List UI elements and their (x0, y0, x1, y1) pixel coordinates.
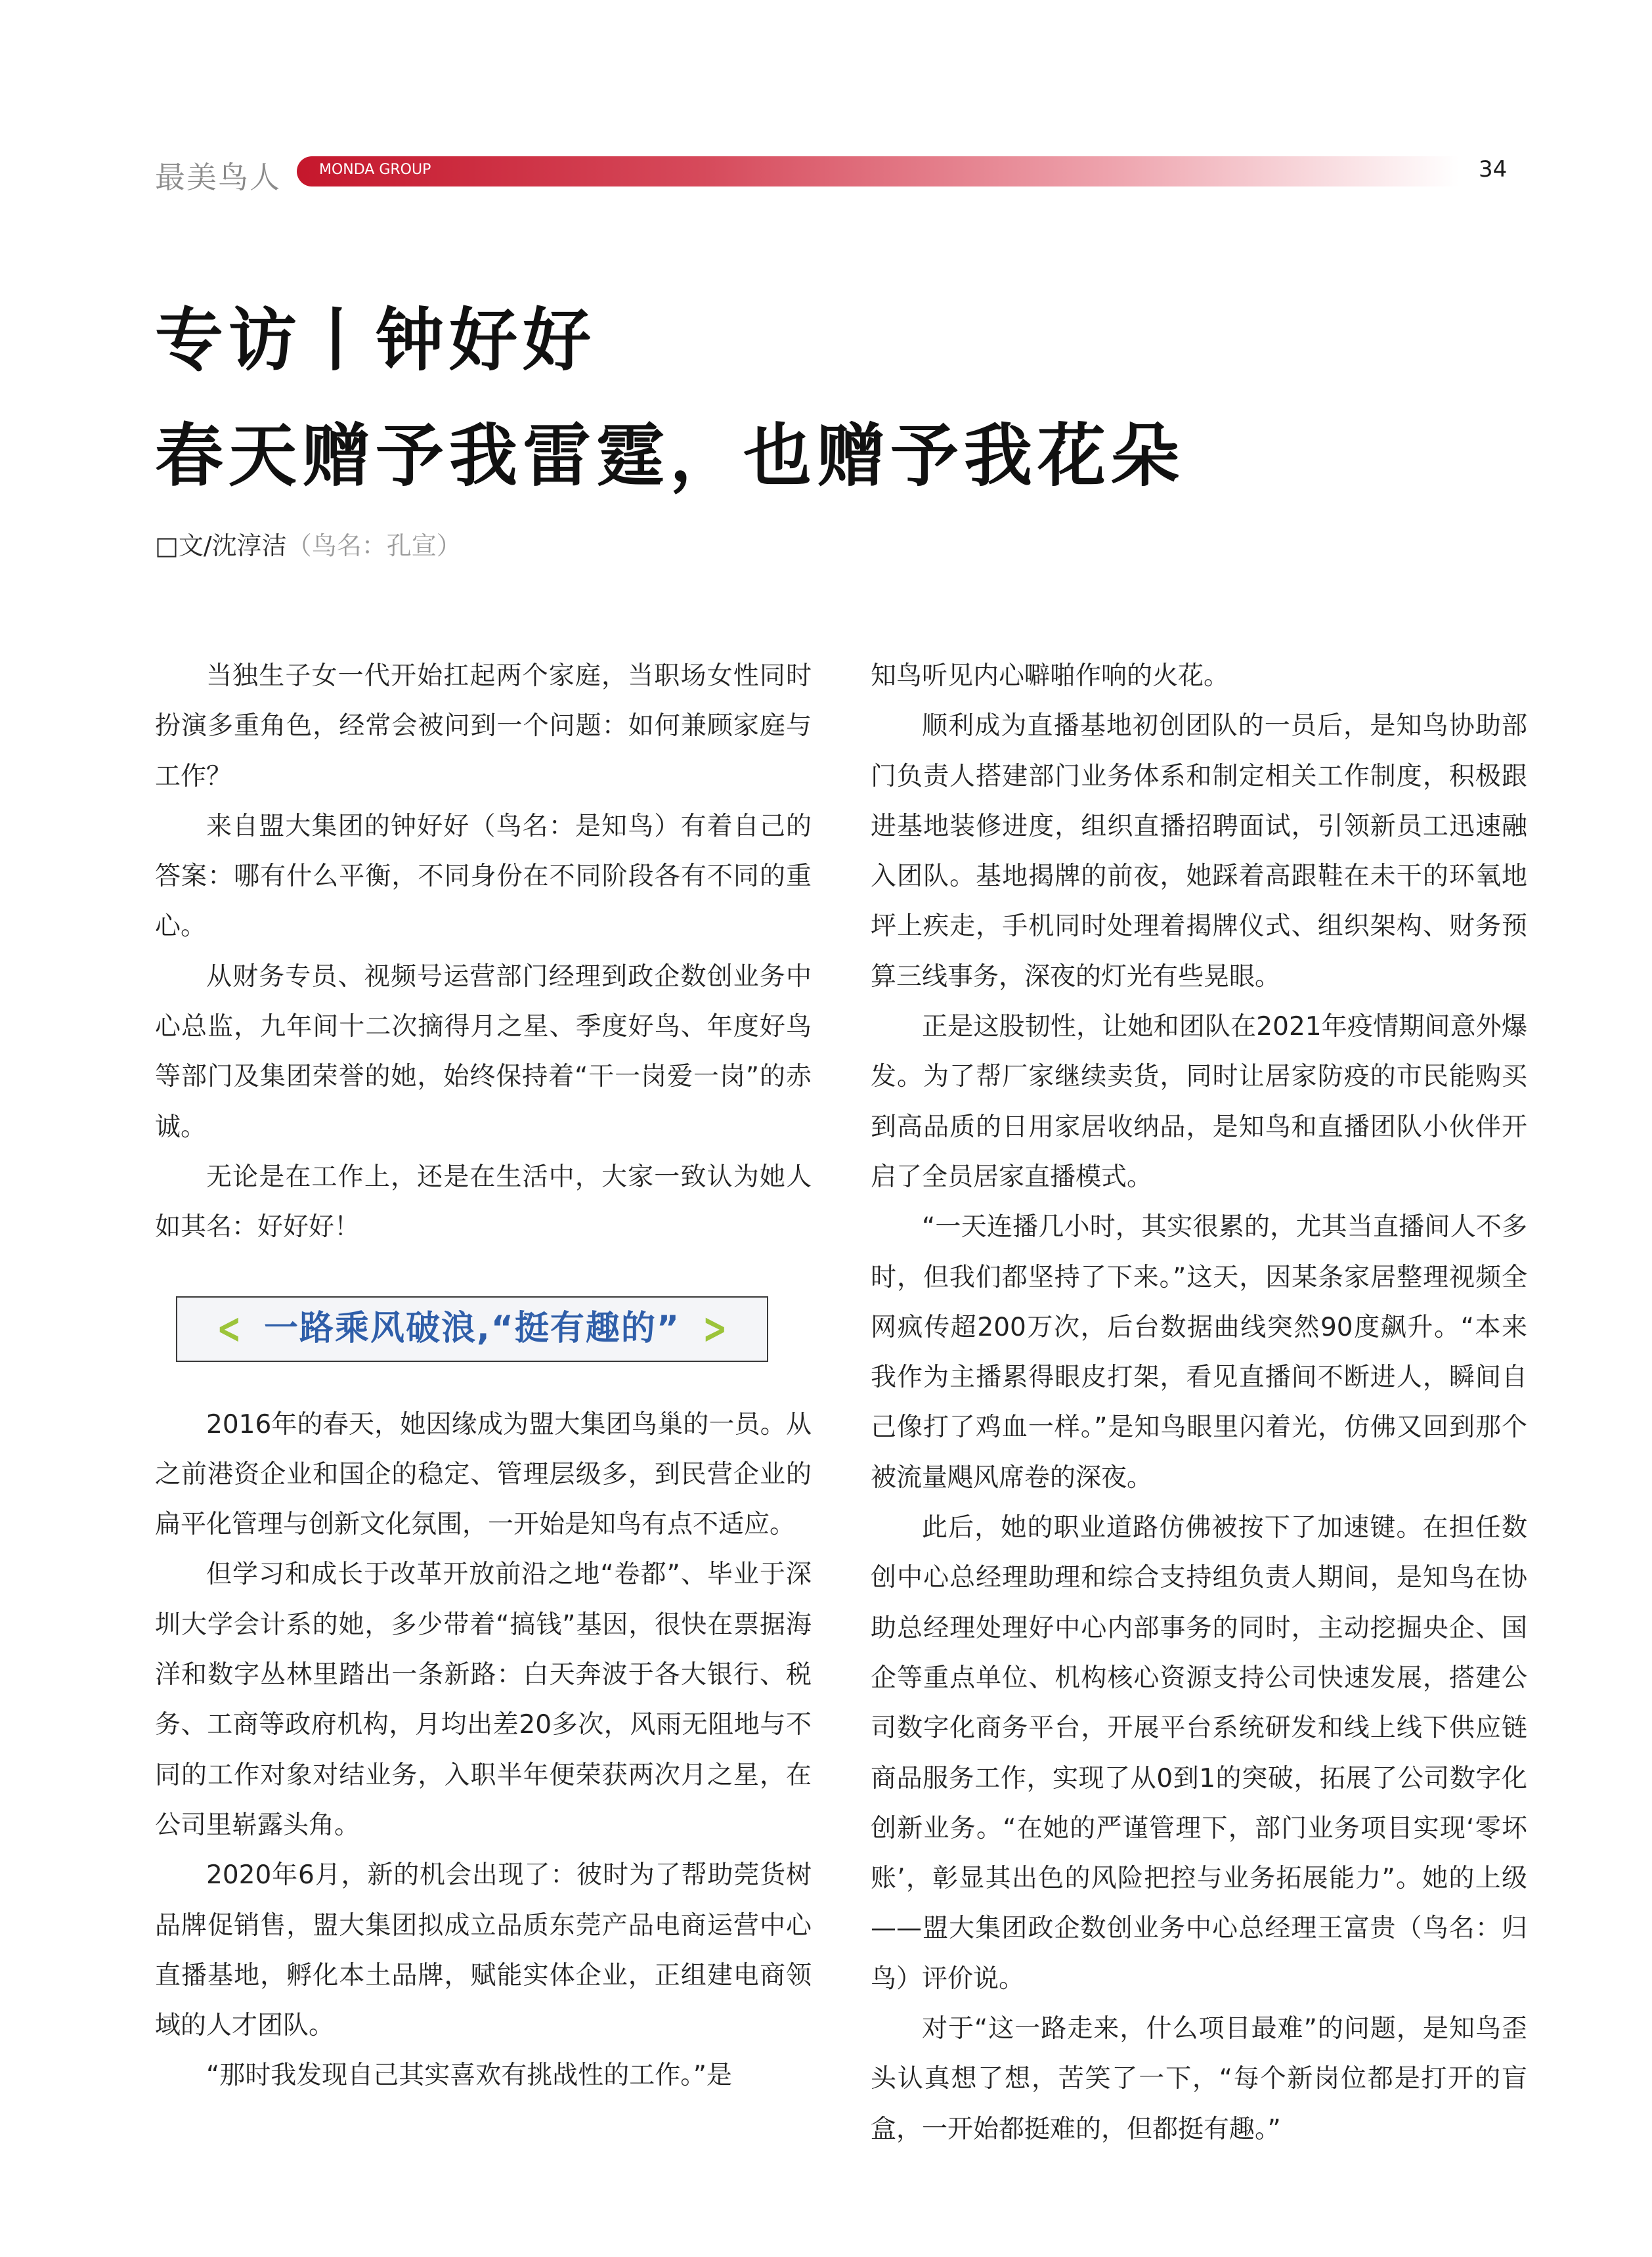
paragraph: “一天连播几小时，其实很累的，尤其当直播间人不多时，但我们都坚持了下来。”这天，因某条家居整理视频全网疯传超200万次，后台数据曲线突然90度飙升。“本来我作为主播累得眼皮打架，看见直播间不断进人，瞬间自己像打了鸡血一样。”是知鸟眼里闪着光，仿佛又回到那个被流量飓风席卷的深夜。 (871, 1212, 1527, 1493)
article-title-line-1: 专访丨钟好好 (155, 300, 597, 380)
paragraph: 正是这股韧性，让她和团队在2021年疫情期间意外爆发。为了帮厂家继续卖货，同时让居家防疫的市民能购买到高品质的日用家居收纳品，是知鸟和直播团队小伙伴开启了全员居家直播模式。 (871, 1012, 1527, 1192)
paragraph: 当独生子女一代开始扛起两个家庭，当职场女性同时扮演多重角色，经常会被问到一个问题：如何兼顾家庭与工作？ (155, 661, 812, 791)
section-heading: 一路乘风破浪,“挺有趣的” (263, 1309, 681, 1349)
section-heading-box (176, 1296, 768, 1362)
right-column (871, 651, 1527, 2155)
page-number: 34 (1479, 156, 1508, 183)
paragraph: 但学习和成长于改革开放前沿之地“卷都”、毕业于深圳大学会计系的她，多少带着“搞钱”基因，很快在票据海洋和数字丛林里踏出一条新路：白天奔波于各大银行、税务、工商等政府机构，月均出差20多次，风雨无阻地与不同的工作对象对结业务，入职半年便荣获两次月之星，在公司里崭露头角。 (155, 1560, 812, 1840)
paragraph: 顺利成为直播基地初创团队的一员后，是知鸟协助部门负责人搭建部门业务体系和制定相关工作制度，积极跟进基地装修进度，组织直播招聘面试，引领新员工迅速融入团队。基地揭牌的前夜，她踩着高跟鞋在未干的环氧地坪上疾走，手机同时处理着揭牌仪式、组织架构、财务预算三线事务，深夜的灯光有些晃眼。 (871, 711, 1527, 992)
byline-author: □文/沈淳洁 (155, 531, 287, 560)
left-column (155, 651, 812, 2101)
header-brand: MONDA GROUP (319, 162, 431, 178)
paragraph: 来自盟大集团的钟好好（鸟名：是知鸟）有着自己的答案：哪有什么平衡，不同身份在不同阶段各有不同的重心。 (155, 811, 812, 942)
chevron-left-icon: < (217, 1304, 242, 1353)
paragraph-continuation: 知鸟听见内心噼啪作响的火花。 (871, 661, 1230, 691)
paragraph: 对于“这一路走来，什么项目最难”的问题，是知鸟歪头认真想了想，苦笑了一下，“每个新岗位都是打开的盲盒，一开始都挺难的，但都挺有趣。” (871, 2014, 1527, 2144)
byline-bird-name: （鸟名：孔宣） (286, 531, 462, 560)
article-title-line-2: 春天赠予我雷霆，也赠予我花朵 (155, 416, 1185, 496)
paragraph: 2020年6月，新的机会出现了：彼时为了帮助莞货树品牌促销售，盟大集团拟成立品质东莞产品电商运营中心直播基地，孵化本土品牌，赋能实体企业，正组建电商领域的人才团队。 (155, 1860, 812, 2041)
byline (155, 525, 462, 561)
paragraph: “那时我发现自己其实喜欢有挑战性的工作。”是 (206, 2061, 732, 2091)
paragraph: 2016年的春天，她因缘成为盟大集团鸟巢的一员。从之前港资企业和国企的稳定、管理层级多，到民营企业的扁平化管理与创新文化氛围，一开始是知鸟有点不适应。 (155, 1409, 812, 1540)
chevron-right-icon: > (703, 1304, 728, 1353)
paragraph: 从财务专员、视频号运营部门经理到政企数创业务中心总监，九年间十二次摘得月之星、季度好鸟、年度好鸟等部门及集团荣誉的她，始终保持着“干一岗爱一岗”的赤诚。 (155, 961, 812, 1142)
paragraph: 此后，她的职业道路仿佛被按下了加速键。在担任数创中心总经理助理和综合支持组负责人期间，是知鸟在协助总经理处理好中心内部事务的同时，主动挖掘央企、国企等重点单位、机构核心资源支持公司快速发展，搭建公司数字化商务平台，开展平台系统研发和线上线下供应链商品服务工作，实现了从0到1的突破，拓展了公司数字化创新业务。“在她的严谨管理下，部门业务项目实现‘零坏账’，彰显其出色的风险把控与业务拓展能力”。她的上级——盟大集团政企数创业务中心总经理王富贵（鸟名：归鸟）评价说。 (871, 1513, 1527, 1994)
paragraph: 无论是在工作上，还是在生活中，大家一致认为她人如其名：好好好！ (155, 1162, 812, 1242)
header-section-label: 最美鸟人 (155, 160, 281, 195)
header-bar (297, 156, 1459, 186)
